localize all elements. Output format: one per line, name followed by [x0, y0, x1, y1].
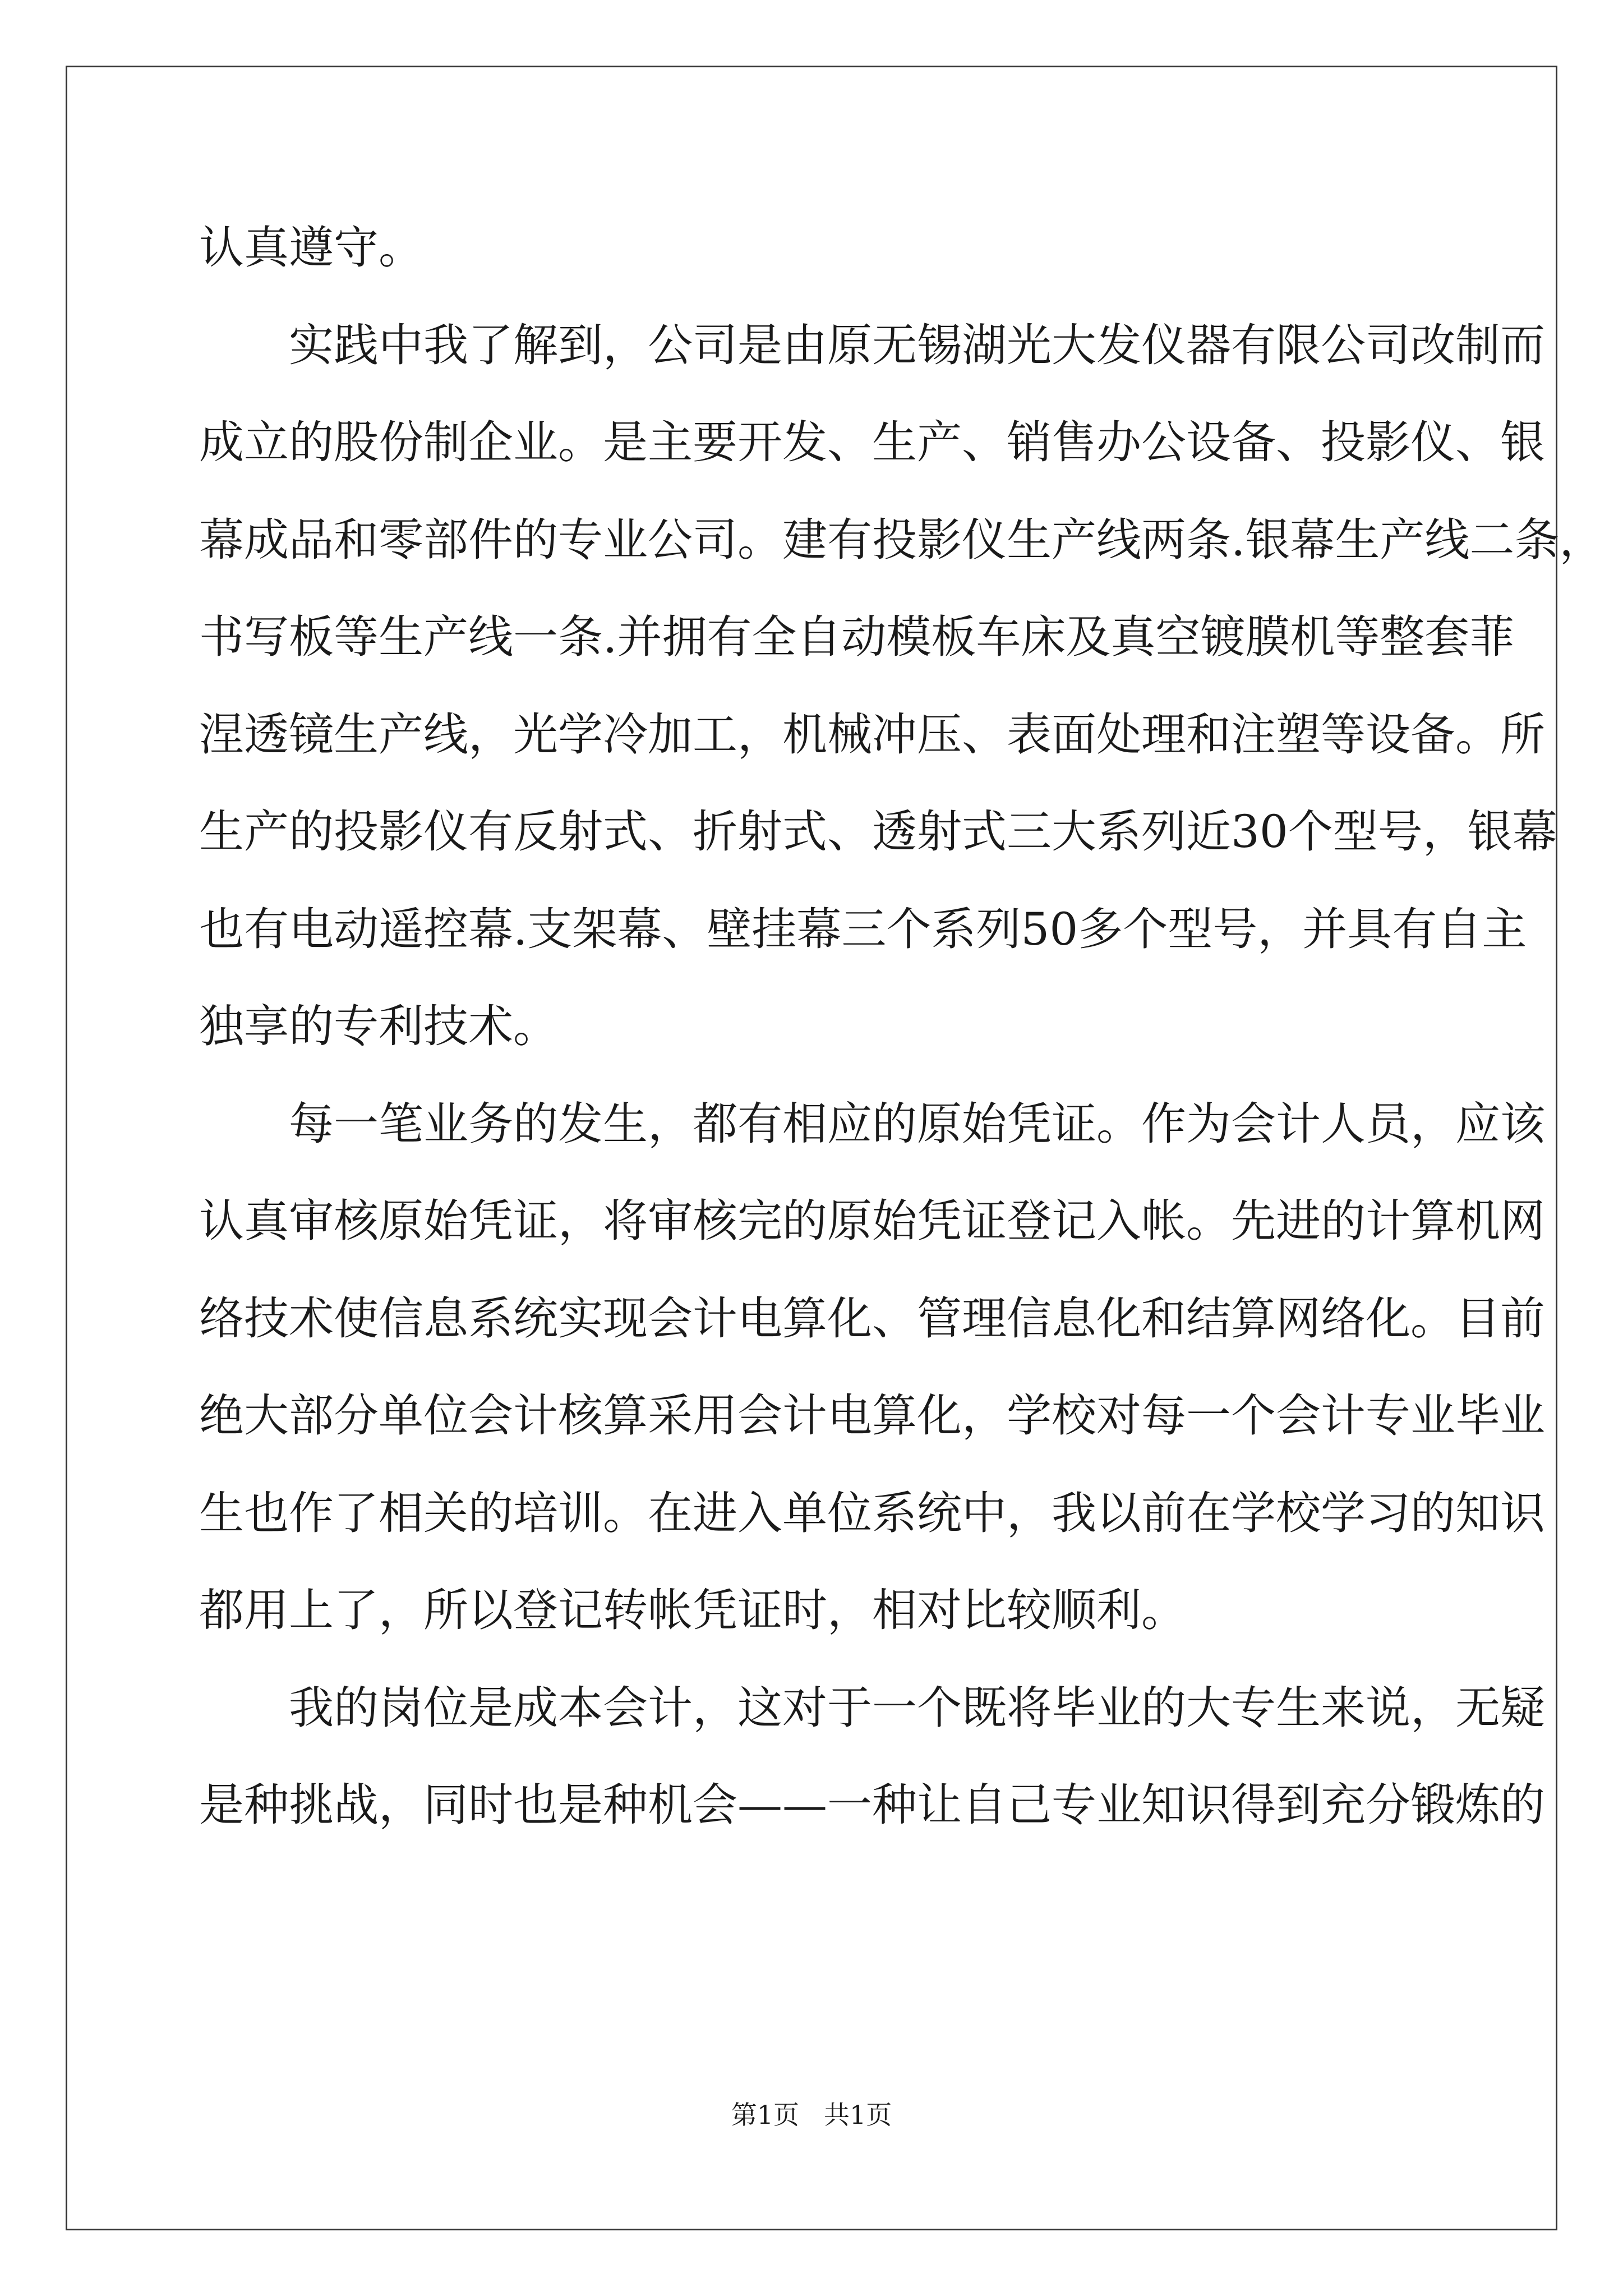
- text-line-14: 生也作了相关的培训。在进入单位系统中，我以前在学校学习的知识: [199, 1487, 1545, 1539]
- page-number-total: 共1页: [824, 2100, 892, 2130]
- text-line-15: 都用上了，所以登记转帐凭证时，相对比较顺利。: [199, 1584, 1186, 1636]
- text-line-13: 绝大部分单位会计核算采用会计电算化，学校对每一个会计专业毕业: [199, 1389, 1545, 1442]
- document-body: [199, 199, 1604, 1854]
- text-line-10: 每一笔业务的发生，都有相应的原始凭证。作为会计人员，应该: [289, 1097, 1545, 1150]
- text-line-12: 络技术使信息系统实现会计电算化、管理信息化和结算网络化。目前: [199, 1292, 1545, 1345]
- text-line-7: 生产的投影仪有反射式、折射式、透射式三大系列近30个型号，银幕: [199, 806, 1557, 858]
- text-line-2: 实践中我了解到，公司是由原无锡湖光大发仪器有限公司改制而: [289, 319, 1545, 371]
- text-line-8: 也有电动遥控幕.支架幕、壁挂幕三个系列50多个型号，并具有自主: [199, 903, 1527, 955]
- text-line-4: 幕成品和零部件的专业公司。建有投影仪生产线两条.银幕生产线二条，: [199, 513, 1604, 566]
- text-line-1: 认真遵守。: [199, 222, 423, 274]
- text-line-17: 是种挑战，同时也是种机会——一种让自己专业知识得到充分锻炼的: [199, 1779, 1545, 1831]
- text-line-9: 独享的专利技术。: [199, 1000, 558, 1052]
- text-line-3: 成立的股份制企业。是主要开发、生产、销售办公设备、投影仪、银: [199, 416, 1545, 468]
- text-line-16: 我的岗位是成本会计，这对于一个既将毕业的大专生来说，无疑: [289, 1681, 1545, 1734]
- text-line-5: 书写板等生产线一条.并拥有全自动模板车床及真空镀膜机等整套菲: [199, 611, 1515, 663]
- text-line-6: 涅透镜生产线，光学冷加工，机械冲压、表面处理和注塑等设备。所: [199, 708, 1545, 761]
- page-footer: [0, 2098, 1623, 2132]
- page-number-current: 第1页: [731, 2100, 799, 2130]
- text-line-11: 认真审核原始凭证，将审核完的原始凭证登记入帐。先进的计算机网: [199, 1195, 1545, 1247]
